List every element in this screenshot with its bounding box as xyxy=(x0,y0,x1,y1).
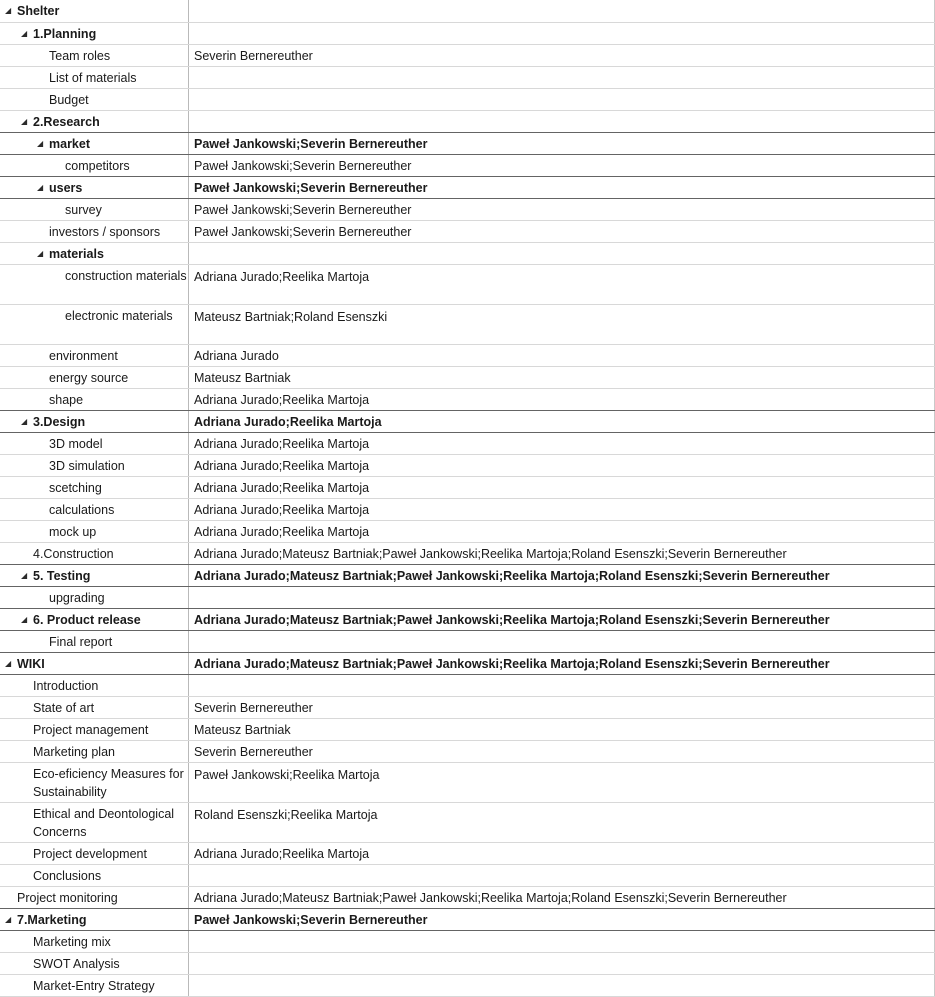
table-row xyxy=(0,388,935,410)
task-name-cell[interactable] xyxy=(0,675,189,696)
collapse-triangle-icon[interactable]: ◢ xyxy=(21,417,28,426)
task-name-cell[interactable] xyxy=(0,803,189,842)
task-name-cell[interactable] xyxy=(0,565,189,586)
resource-names-cell[interactable] xyxy=(189,909,935,930)
task-name: energy source xyxy=(49,370,129,385)
table-row xyxy=(0,630,935,652)
collapse-triangle-icon[interactable]: ◢ xyxy=(5,6,12,15)
resource-names-cell[interactable] xyxy=(189,719,935,740)
task-name: mock up xyxy=(49,524,97,539)
task-name-cell[interactable] xyxy=(0,609,189,630)
resource-names: Paweł Jankowski;Severin Bernereuther xyxy=(194,158,412,173)
task-name-cell[interactable] xyxy=(0,653,189,674)
resource-names-cell[interactable] xyxy=(189,931,935,952)
task-name: investors / sponsors xyxy=(49,224,161,239)
task-name-cell[interactable] xyxy=(0,499,189,520)
resource-names: Adriana Jurado;Mateusz Bartniak;Paweł Jankowski;Reelika Martoja;Roland Esenszki;Severin Bernereuther xyxy=(194,568,830,583)
table-row xyxy=(0,198,935,220)
table-row xyxy=(0,864,935,886)
table-row xyxy=(0,44,935,66)
resource-names-cell[interactable] xyxy=(189,433,935,454)
table-row xyxy=(0,432,935,454)
table-row xyxy=(0,740,935,762)
resource-names-cell[interactable] xyxy=(189,763,935,802)
task-name-cell[interactable] xyxy=(0,177,189,198)
resource-names: Paweł Jankowski;Severin Bernereuther xyxy=(194,202,412,217)
table-row xyxy=(0,264,935,304)
resource-names-cell[interactable] xyxy=(189,89,935,110)
resource-names-cell[interactable] xyxy=(189,23,935,44)
task-name-cell[interactable] xyxy=(0,155,189,176)
table-row xyxy=(0,974,935,996)
table-row xyxy=(0,842,935,864)
task-name-cell[interactable] xyxy=(0,719,189,740)
resource-names-cell[interactable] xyxy=(189,67,935,88)
task-name-cell[interactable] xyxy=(0,865,189,886)
resource-names: Paweł Jankowski;Reelika Martoja xyxy=(194,768,380,782)
task-name-cell[interactable] xyxy=(0,543,189,564)
resource-names: Severin Bernereuther xyxy=(194,744,313,759)
task-name-cell[interactable] xyxy=(0,931,189,952)
resource-names-cell[interactable] xyxy=(189,345,935,366)
task-name: 3D model xyxy=(49,436,103,451)
task-name-cell[interactable] xyxy=(0,887,189,908)
resource-names: Adriana Jurado;Mateusz Bartniak;Paweł Jankowski;Reelika Martoja;Roland Esenszki;Severin Bernereuther xyxy=(194,546,787,561)
resource-names-cell[interactable] xyxy=(189,631,935,652)
resource-names: Mateusz Bartniak;Roland Esenszki xyxy=(194,310,388,324)
task-name-cell[interactable] xyxy=(0,0,189,22)
table-row xyxy=(0,718,935,740)
resource-names-cell[interactable] xyxy=(189,243,935,264)
resource-names: Severin Bernereuther xyxy=(194,700,313,715)
resource-names-cell[interactable] xyxy=(189,477,935,498)
task-name-cell[interactable] xyxy=(0,843,189,864)
resource-names-cell[interactable] xyxy=(189,411,935,432)
task-name: Final report xyxy=(49,634,113,649)
task-name-cell[interactable] xyxy=(0,975,189,996)
task-name: scetching xyxy=(49,480,102,495)
task-name: Conclusions xyxy=(33,868,102,883)
resource-names-cell[interactable] xyxy=(189,887,935,908)
task-name: environment xyxy=(49,348,118,363)
table-row xyxy=(0,22,935,44)
table-row xyxy=(0,586,935,608)
table-row xyxy=(0,304,935,344)
resource-names-cell[interactable] xyxy=(189,221,935,242)
table-row xyxy=(0,652,935,674)
resource-names-cell[interactable] xyxy=(189,521,935,542)
task-name-cell[interactable] xyxy=(0,133,189,154)
collapse-triangle-icon[interactable]: ◢ xyxy=(21,571,28,580)
resource-names-cell[interactable] xyxy=(189,843,935,864)
resource-names-cell[interactable] xyxy=(189,389,935,410)
table-row xyxy=(0,520,935,542)
resource-names-cell[interactable] xyxy=(189,499,935,520)
table-row xyxy=(0,132,935,154)
table-row xyxy=(0,908,935,930)
task-name: Project development xyxy=(33,846,147,861)
resource-names: Adriana Jurado;Reelika Martoja xyxy=(194,846,370,861)
collapse-triangle-icon[interactable]: ◢ xyxy=(5,659,12,668)
table-row xyxy=(0,476,935,498)
resource-names: Paweł Jankowski;Severin Bernereuther xyxy=(194,180,428,195)
task-name-cell[interactable] xyxy=(0,741,189,762)
table-row xyxy=(0,344,935,366)
task-name-cell[interactable] xyxy=(0,697,189,718)
task-name: Market-Entry Strategy xyxy=(33,978,155,993)
task-name: 1.Planning xyxy=(33,26,97,41)
resource-names-cell[interactable] xyxy=(189,177,935,198)
task-name-cell[interactable] xyxy=(0,433,189,454)
resource-names-cell[interactable] xyxy=(189,265,935,304)
task-name: List of materials xyxy=(49,70,137,85)
resource-names: Adriana Jurado;Mateusz Bartniak;Paweł Jankowski;Reelika Martoja;Roland Esenszki;Severin Bernereuther xyxy=(194,612,830,627)
resource-names: Paweł Jankowski;Severin Bernereuther xyxy=(194,136,428,151)
resource-names-cell[interactable] xyxy=(189,803,935,842)
task-name: shape xyxy=(49,392,84,407)
task-name: Marketing mix xyxy=(33,934,111,949)
table-row xyxy=(0,608,935,630)
task-name: upgrading xyxy=(49,590,105,605)
resource-names: Mateusz Bartniak xyxy=(194,722,291,737)
task-name-cell[interactable] xyxy=(0,111,189,132)
table-row xyxy=(0,220,935,242)
resource-names-cell[interactable] xyxy=(189,455,935,476)
task-name-cell[interactable] xyxy=(0,23,189,44)
resource-names-cell[interactable] xyxy=(189,697,935,718)
table-row xyxy=(0,110,935,132)
table-row xyxy=(0,88,935,110)
task-name: Team roles xyxy=(49,48,111,63)
resource-names: Mateusz Bartniak xyxy=(194,370,291,385)
task-name-cell[interactable] xyxy=(0,345,189,366)
collapse-triangle-icon[interactable]: ◢ xyxy=(21,117,28,126)
task-name-cell[interactable] xyxy=(0,953,189,974)
task-name-cell[interactable] xyxy=(0,455,189,476)
task-name-cell[interactable] xyxy=(0,67,189,88)
table-row xyxy=(0,762,935,802)
table-row xyxy=(0,952,935,974)
resource-names-cell[interactable] xyxy=(189,155,935,176)
resource-names-cell[interactable] xyxy=(189,587,935,608)
task-name: 2.Research xyxy=(33,114,100,129)
table-row xyxy=(0,0,935,22)
task-name: Eco-eficiency Measures for Sustainability xyxy=(33,767,184,799)
collapse-triangle-icon[interactable]: ◢ xyxy=(5,915,12,924)
task-name: Ethical and Deontological Concerns xyxy=(33,807,175,839)
task-name-cell[interactable] xyxy=(0,587,189,608)
resource-names: Paweł Jankowski;Severin Bernereuther xyxy=(194,912,428,927)
task-name: 3D simulation xyxy=(49,458,125,473)
table-row xyxy=(0,886,935,908)
table-row xyxy=(0,410,935,432)
table-row xyxy=(0,454,935,476)
task-name-cell[interactable] xyxy=(0,411,189,432)
task-name-cell[interactable] xyxy=(0,477,189,498)
resource-names-cell[interactable] xyxy=(189,367,935,388)
task-name: construction materials xyxy=(65,269,187,283)
task-name-cell[interactable] xyxy=(0,221,189,242)
resource-names-cell[interactable] xyxy=(189,0,935,22)
table-row xyxy=(0,542,935,564)
task-name: 3.Design xyxy=(33,414,86,429)
task-name-cell[interactable] xyxy=(0,45,189,66)
task-name-cell[interactable] xyxy=(0,265,189,304)
table-row xyxy=(0,154,935,176)
task-name: survey xyxy=(65,202,102,217)
task-name: 7.Marketing xyxy=(17,912,87,927)
resource-names-cell[interactable] xyxy=(189,45,935,66)
resource-names: Adriana Jurado;Mateusz Bartniak;Paweł Jankowski;Reelika Martoja;Roland Esenszki;Severin Bernereuther xyxy=(194,656,830,671)
collapse-triangle-icon[interactable]: ◢ xyxy=(37,183,44,192)
task-name: 5. Testing xyxy=(33,568,91,583)
table-row xyxy=(0,366,935,388)
collapse-triangle-icon[interactable]: ◢ xyxy=(21,615,28,624)
table-row xyxy=(0,242,935,264)
table-row xyxy=(0,564,935,586)
task-name: Shelter xyxy=(17,4,60,18)
task-name-cell[interactable] xyxy=(0,521,189,542)
resource-names-cell[interactable] xyxy=(189,953,935,974)
task-name: users xyxy=(49,180,83,195)
task-name: Marketing plan xyxy=(33,744,115,759)
resource-names: Adriana Jurado;Reelika Martoja xyxy=(194,392,370,407)
resource-names-cell[interactable] xyxy=(189,975,935,996)
task-name: electronic materials xyxy=(65,309,173,323)
collapse-triangle-icon[interactable]: ◢ xyxy=(37,249,44,258)
resource-names: Adriana Jurado;Reelika Martoja xyxy=(194,458,370,473)
task-name: competitors xyxy=(65,158,130,173)
resource-names: Paweł Jankowski;Severin Bernereuther xyxy=(194,224,412,239)
task-name: WIKI xyxy=(17,656,45,671)
task-name: 6. Product release xyxy=(33,612,141,627)
resource-names: Adriana Jurado;Reelika Martoja xyxy=(194,436,370,451)
table-row xyxy=(0,696,935,718)
task-name-cell[interactable] xyxy=(0,199,189,220)
table-row xyxy=(0,930,935,952)
task-name: SWOT Analysis xyxy=(33,956,120,971)
collapse-triangle-icon[interactable]: ◢ xyxy=(37,139,44,148)
resource-names: Roland Esenszki;Reelika Martoja xyxy=(194,808,378,822)
task-name: calculations xyxy=(49,502,115,517)
task-name: 4.Construction xyxy=(33,546,114,561)
task-name-cell[interactable] xyxy=(0,89,189,110)
task-name: Introduction xyxy=(33,678,99,693)
resource-names-cell[interactable] xyxy=(189,305,935,344)
task-name: market xyxy=(49,136,90,151)
task-name: Project monitoring xyxy=(17,890,118,905)
resource-names: Adriana Jurado;Reelika Martoja xyxy=(194,414,382,429)
resource-names: Adriana Jurado;Reelika Martoja xyxy=(194,480,370,495)
table-row xyxy=(0,498,935,520)
task-name-cell[interactable] xyxy=(0,763,189,802)
resource-names: Adriana Jurado xyxy=(194,348,279,363)
resource-names-cell[interactable] xyxy=(189,133,935,154)
resource-names-cell[interactable] xyxy=(189,565,935,586)
table-row xyxy=(0,176,935,198)
task-name: Budget xyxy=(49,92,89,107)
task-name-cell[interactable] xyxy=(0,631,189,652)
resource-names: Adriana Jurado;Reelika Martoja xyxy=(194,270,370,284)
task-name-cell[interactable] xyxy=(0,389,189,410)
resource-names-cell[interactable] xyxy=(189,653,935,674)
resource-names-cell[interactable] xyxy=(189,111,935,132)
resource-names-cell[interactable] xyxy=(189,609,935,630)
table-row xyxy=(0,674,935,696)
task-name-cell[interactable] xyxy=(0,305,189,344)
task-name: State of art xyxy=(33,700,95,715)
task-name: materials xyxy=(49,246,104,261)
task-name-cell[interactable] xyxy=(0,243,189,264)
resource-names: Severin Bernereuther xyxy=(194,48,313,63)
resource-names: Adriana Jurado;Mateusz Bartniak;Paweł Jankowski;Reelika Martoja;Roland Esenszki;Severin Bernereuther xyxy=(194,890,787,905)
task-name: Project management xyxy=(33,722,149,737)
task-name-cell[interactable] xyxy=(0,909,189,930)
resource-names: Adriana Jurado;Reelika Martoja xyxy=(194,502,370,517)
table-row xyxy=(0,66,935,88)
resource-names-cell[interactable] xyxy=(189,199,935,220)
resource-names-cell[interactable] xyxy=(189,675,935,696)
resource-names-cell[interactable] xyxy=(189,741,935,762)
task-name-cell[interactable] xyxy=(0,367,189,388)
table-row xyxy=(0,802,935,842)
resource-names-cell[interactable] xyxy=(189,543,935,564)
collapse-triangle-icon[interactable]: ◢ xyxy=(21,29,28,38)
resource-names-cell[interactable] xyxy=(189,865,935,886)
resource-names: Adriana Jurado;Reelika Martoja xyxy=(194,524,370,539)
